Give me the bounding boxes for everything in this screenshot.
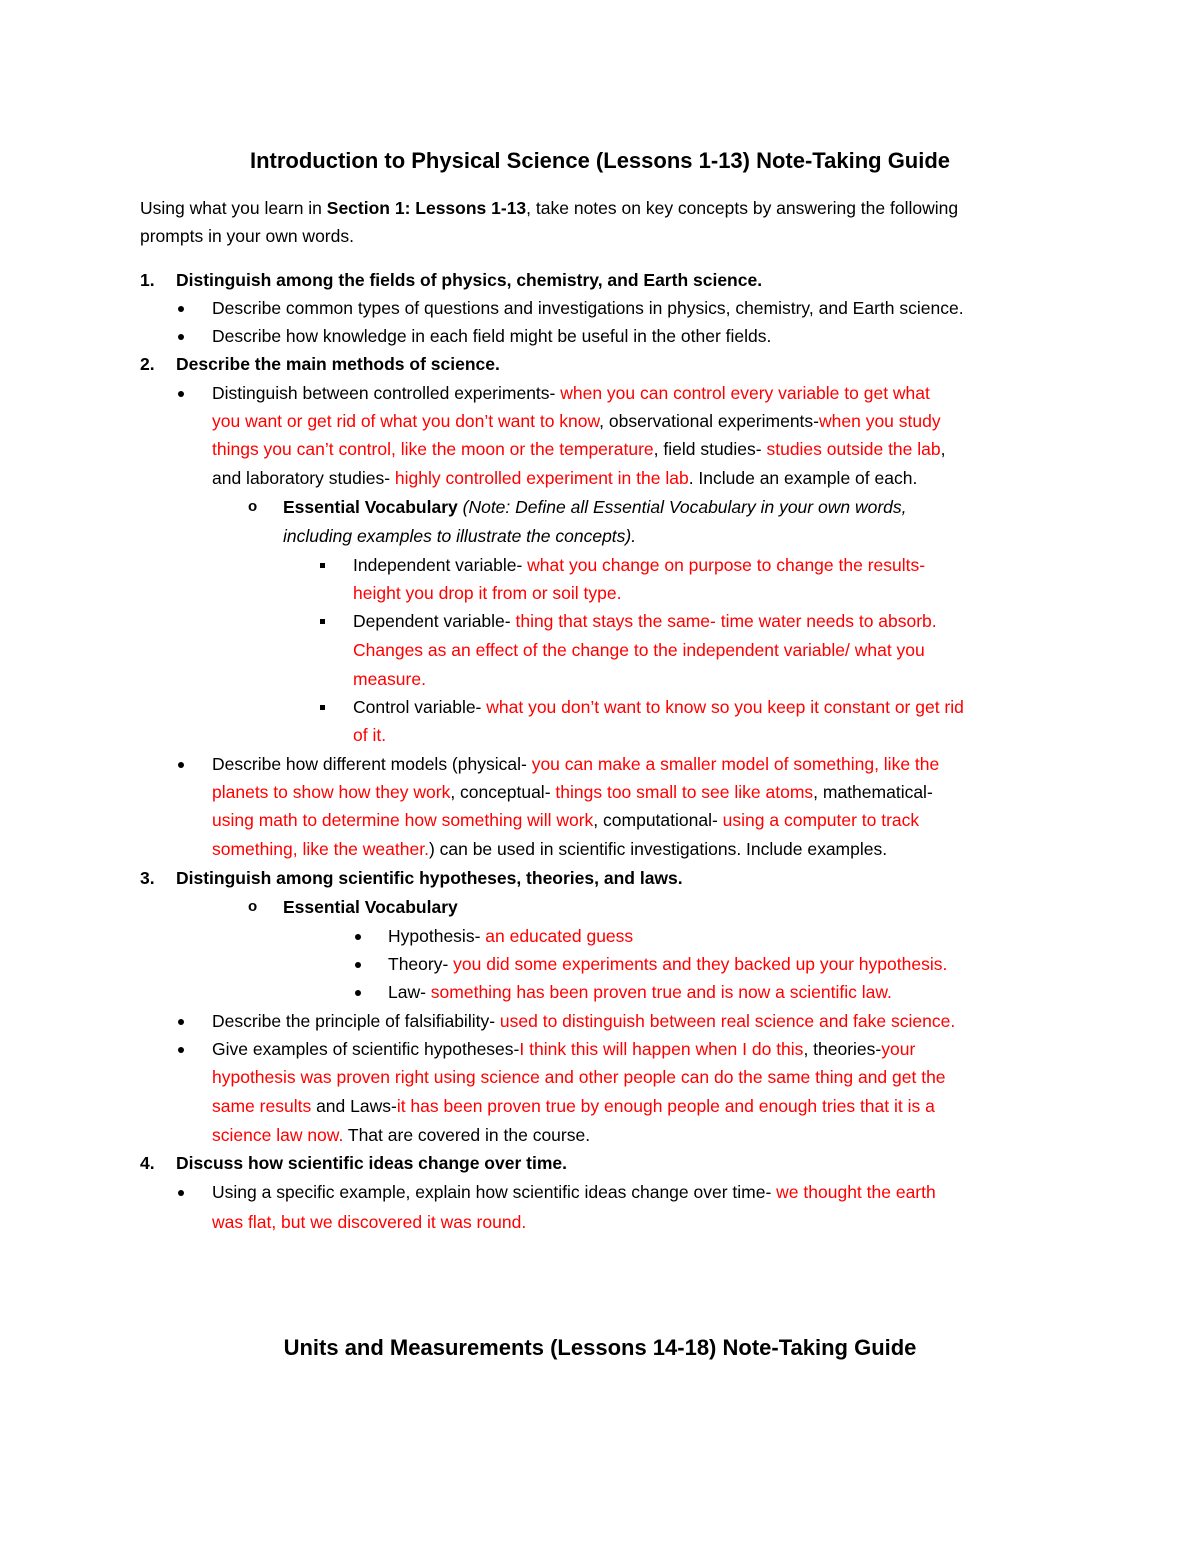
q1-bullet-1: Describe common types of questions and investigations in physics, chemistry, and Earth science. [212, 298, 964, 318]
q2-heading: Describe the main methods of science. [176, 354, 500, 374]
control-variable: Control variable- what you don’t want to know so you keep it constant or get rid [353, 697, 964, 717]
essential-vocab-heading: Essential Vocabulary [283, 897, 458, 917]
q1-heading: Distinguish among the fields of physics, chemistry, and Earth science. [176, 270, 763, 290]
circle-bullet-icon: o [248, 498, 258, 515]
examples-line-1: Give examples of scientific hypotheses-I think this will happen when I do this, theories-your [212, 1039, 916, 1059]
bullet-icon [178, 334, 184, 340]
models-line-1: Describe how different models (physical- you can make a smaller model of something, like the [212, 754, 940, 774]
hypothesis-definition: Hypothesis- an educated guess [388, 926, 634, 946]
models-line-2: planets to show how they work, conceptual- things too small to see like atoms, mathematical- [212, 782, 933, 802]
dependent-variable-cont: Changes as an effect of the change to the independent variable/ what you [353, 640, 925, 660]
independent-variable: Independent variable- what you change on purpose to change the results- [353, 555, 926, 575]
bullet-icon [178, 306, 184, 312]
law-definition: Law- something has been proven true and is now a scientific law. [388, 982, 892, 1002]
theory-definition: Theory- you did some experiments and they backed up your hypothesis. [388, 954, 948, 974]
control-variable-cont: of it. [353, 725, 387, 745]
dependent-variable: Dependent variable- thing that stays the same- time water needs to absorb. [353, 611, 937, 631]
square-bullet-icon [320, 563, 325, 568]
bullet-icon [178, 762, 184, 768]
square-bullet-icon [320, 619, 325, 624]
q3-heading: Distinguish among scientific hypotheses, theories, and laws. [176, 868, 683, 888]
intro-line-2: prompts in your own words. [140, 226, 354, 246]
section-title-units: Units and Measurements (Lessons 14-18) Note-Taking Guide [283, 1335, 917, 1360]
bullet-icon [178, 391, 184, 397]
circle-bullet-icon: o [248, 898, 258, 915]
dependent-variable-cont-2: measure. [353, 669, 426, 689]
q1-bullet-2: Describe how knowledge in each field might be useful in the other fields. [212, 326, 772, 346]
bullet-icon [178, 1047, 184, 1053]
bullet-icon [178, 1190, 184, 1196]
falsifiability: Describe the principle of falsifiability- used to distinguish between real science and fake science. [212, 1011, 956, 1031]
essential-vocab-note-2: including examples to illustrate the concepts). [283, 526, 637, 546]
methods-line-4: and laboratory studies- highly controlled experiment in the lab. Include an example of each. [212, 468, 918, 488]
ideas-change-line-1: Using a specific example, explain how scientific ideas change over time- we thought the earth [212, 1182, 936, 1202]
examples-line-4: science law now. That are covered in the course. [212, 1125, 591, 1145]
models-line-3: using math to determine how something will work, computational- using a computer to track [212, 810, 920, 830]
examples-line-3: same results and Laws-it has been proven true by enough people and enough tries that it is a [212, 1096, 935, 1116]
methods-line-1: Distinguish between controlled experiments- when you can control every variable to get what [212, 383, 930, 403]
ideas-change-line-2: was flat, but we discovered it was round. [212, 1212, 527, 1232]
models-line-4: something, like the weather.) can be used in scientific investigations. Include examples. [212, 839, 888, 859]
q2-number: 2. [140, 354, 155, 374]
bullet-icon [178, 1019, 184, 1025]
q1-number: 1. [140, 270, 155, 290]
methods-line-2: you want or get rid of what you don’t want to know, observational experiments-when you study [212, 411, 941, 431]
bullet-icon [355, 990, 361, 996]
intro-line-1: Using what you learn in Section 1: Lessons 1-13, take notes on key concepts by answering the following [140, 198, 959, 218]
bullet-icon [355, 962, 361, 968]
examples-line-2: hypothesis was proven right using science and other people can do the same thing and get the [212, 1067, 946, 1087]
q3-number: 3. [140, 868, 155, 888]
methods-line-3: things you can’t control, like the moon or the temperature, field studies- studies outside the lab, [212, 439, 946, 459]
q4-number: 4. [140, 1153, 155, 1173]
square-bullet-icon [320, 705, 325, 710]
essential-vocab-note: Essential Vocabulary (Note: Define all Essential Vocabulary in your own words, [283, 497, 907, 517]
q4-heading: Discuss how scientific ideas change over time. [176, 1153, 567, 1173]
bullet-icon [355, 934, 361, 940]
independent-variable-cont: height you drop it from or soil type. [353, 583, 622, 603]
section-title-intro: Introduction to Physical Science (Lessons 1-13) Note-Taking Guide [249, 148, 951, 173]
